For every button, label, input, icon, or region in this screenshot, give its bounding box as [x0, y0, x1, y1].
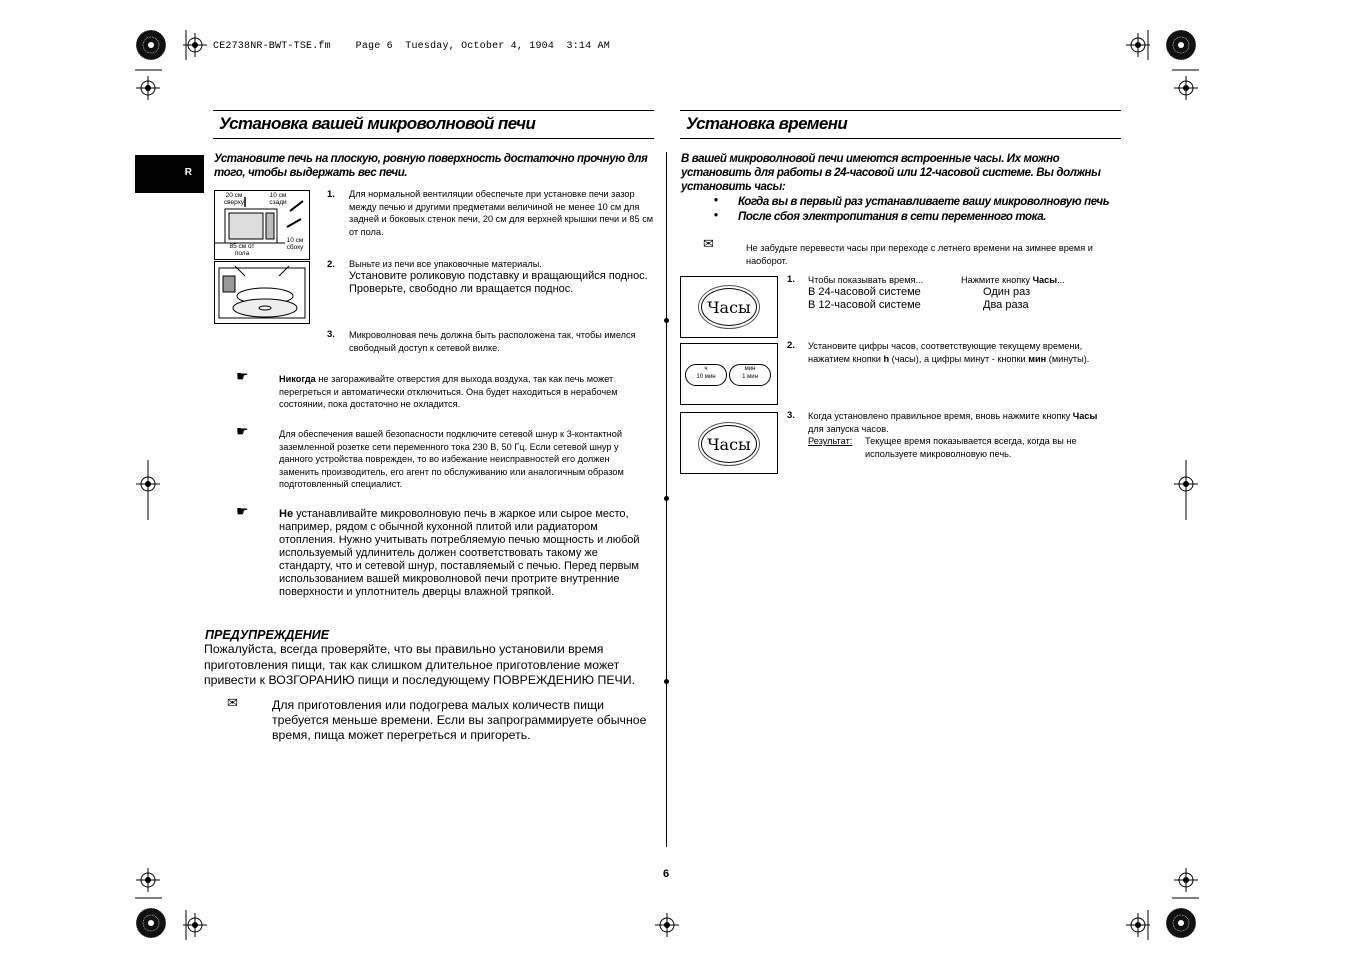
step-text-secondary: Установите роликовую подставку и вращающийся поднос. Проверьте, свободно ли вращается поднос.: [349, 270, 648, 295]
label-side: 10 см сбоку: [286, 237, 304, 251]
memo-icon: ✉: [703, 236, 714, 251]
warning-heading: ПРЕДУПРЕЖДЕНИЕ: [205, 628, 330, 642]
result-label: Результат:: [808, 436, 853, 446]
minute-button[interactable]: [729, 364, 771, 386]
note-body: не загораживайте отверстия для выхода воздуха, так как печь может перегреться и автоматически отключиться. Она будет находиться в нерабочем состоянии, пока достаточно не охладится.: [279, 374, 618, 409]
step-text: Выньте из печи все упаковочные материалы.: [349, 259, 542, 269]
bullet-dot: •: [714, 210, 719, 222]
header-filename: CE2738NR-BWT-TSE.fm: [213, 41, 331, 52]
warning-text: Пожалуйста, всегда проверяйте, что вы правильно установили время приготовления пищи, так как слишком длительное приготовление может привести к ВОЗГОРАНИЮ пищи и последующему ПОВРЕЖДЕНИЮ ПЕЧИ.: [204, 642, 635, 687]
clock-button-label: Часы: [707, 298, 751, 317]
clock-figure-3: [680, 412, 778, 474]
note-text: [279, 428, 651, 491]
page-number: 6: [663, 868, 670, 880]
hour-button-bottom: 10 мин: [696, 374, 716, 380]
step-text: Для нормальной вентиляции обеспечьте при установке печи зазор между печью и другими предметами величиной не менее 10 см для задней и боковых стенок печи, 20 см для верхней крышки печи и 85 см от пола.: [349, 189, 654, 237]
clearance-figure: [214, 190, 310, 260]
step-number: 3.: [327, 329, 335, 340]
step-number: 2.: [787, 340, 795, 351]
note-body: Для обеспечения вашей безопасности подключите сетевой шнур к 3-контактной заземленной розетке сети переменного тока 230 В, 50 Гц. Если сетевой шнур у данного устройства поврежден, то во избежание неисправностей его должен заменить производитель, его агент по обслуживанию или аналогичным образом подготовленный специалист.: [279, 429, 624, 489]
right-title-rule-top: [680, 110, 1121, 111]
label-top: 20 см сверху: [223, 192, 245, 206]
memo-icon: ✉: [227, 695, 238, 710]
left-lead: Установите печь на плоскую, ровную поверхность достаточно прочную для того, чтобы выдержать вес печи.: [214, 153, 648, 179]
right-title-rule-bottom: [680, 138, 1121, 139]
clock-button[interactable]: [701, 425, 757, 463]
bullet-dot: •: [714, 195, 719, 207]
step-number: 2.: [327, 259, 335, 270]
pointing-hand-icon: ☛: [236, 503, 249, 519]
hour-button-top: ч: [704, 366, 708, 372]
memo-text: Для приготовления или подогрева малых количеств пищи требуется меньше времени. Если вы запрограммируете обычное время, пища может перегреться и пригореть.: [272, 698, 647, 742]
result-text: Текущее время показывается всегда, когда вы не используете микроволновую печь.: [865, 436, 1077, 459]
step1-system: В 12-часовой системе: [808, 299, 921, 311]
hour-minute-figure: [680, 343, 778, 405]
note-emphasis: Не: [279, 508, 294, 520]
step3-line2: для запуска часов.: [808, 423, 889, 434]
step1-press: [961, 274, 1065, 287]
clock-figure-1: [680, 276, 778, 338]
step-number: 3.: [787, 410, 795, 421]
label-back: 10 см сзади: [269, 192, 287, 206]
step1-count: Два раза: [983, 299, 1029, 311]
step3-line1b: Часы: [1072, 411, 1098, 421]
divider-dot: [664, 318, 669, 323]
left-title-rule-top: [213, 110, 654, 111]
header: [213, 41, 610, 52]
language-tab: [135, 155, 204, 193]
step2-h: h: [883, 353, 890, 364]
note-text: [279, 373, 651, 411]
note-emphasis: Никогда: [279, 374, 316, 384]
clock-button[interactable]: [701, 288, 757, 326]
hour-button[interactable]: [685, 364, 727, 386]
divider-dot: [664, 496, 669, 501]
step1-count: Один раз: [983, 286, 1031, 298]
step1-press-text: Нажмите кнопку: [961, 275, 1033, 285]
bullet-item: Когда вы в первый раз устанавливаете вашу микроволновую печь: [738, 196, 1110, 208]
turntable-figure: [214, 261, 310, 324]
label-floor: 85 см от пола: [229, 243, 255, 257]
step3-line1a: Когда установлено правильное время, вновь нажмите кнопку: [808, 411, 1073, 421]
step3-text: [808, 410, 1118, 435]
header-time: 3:14 AM: [566, 41, 610, 52]
step2-line2c: (минуты).: [1046, 353, 1090, 364]
step2-line2a: нажатием кнопки: [808, 353, 884, 364]
note-text: [279, 508, 654, 599]
pointing-hand-icon: ☛: [236, 368, 249, 384]
left-title: Установка вашей микроволновой печи: [219, 114, 536, 133]
memo-text: Не забудьте перевести часы при переходе с летнего времени на зимнее время и наоборот.: [746, 243, 1093, 266]
language-tab-label: R: [184, 167, 192, 178]
note-body: устанавливайте микроволновую печь в жаркое или сырое место, например, рядом с обычной кухонной плитой или радиатором отопления. Нужно учитывать потребляемую печью мощность и любой используемый удлинитель должен соответствовать такому же стандарту, что и сетевой шнур, поставляемый с печью. Перед первым использованием вашей микроволновой печи протрите внутренние поверхности и уплотнитель дверцы влажной тряпкой.: [279, 508, 640, 598]
clock-button-label: Часы: [707, 435, 751, 454]
step2-line1: Установите цифры часов, соответствующие текущему времени,: [808, 341, 1083, 351]
right-title: Установка времени: [686, 114, 848, 133]
minute-button-bottom: 1 мин: [742, 374, 758, 380]
step1-system: В 24-часовой системе: [808, 286, 921, 298]
step1-press-bold: Часы: [1032, 275, 1058, 285]
left-title-rule-bottom: [213, 138, 654, 139]
header-page: Page 6: [355, 41, 393, 52]
turntable-illustration: [215, 262, 309, 323]
step1-text: Чтобы показывать время...: [808, 275, 924, 285]
step2-line2b: (часы), а цифры минут - кнопки: [889, 353, 1029, 364]
right-lead: В вашей микроволновой печи имеются встроенные часы. Их можно установить для работы в 24-часовой или 12-часовой системе. Вы должны установить часы:: [681, 153, 1101, 193]
bullet-item: После сбоя электропитания в сети переменного тока.: [738, 211, 1047, 223]
step-number: 1.: [327, 189, 335, 200]
step2-min: мин: [1028, 353, 1047, 364]
step1-press-end: ...: [1057, 275, 1065, 285]
step2-text: [808, 340, 1118, 365]
pointing-hand-icon: ☛: [236, 423, 249, 439]
step-text: Микроволновая печь должна быть расположена так, чтобы имелся свободный доступ к сетевой вилке.: [349, 330, 636, 353]
header-date: Tuesday, October 4, 1904: [405, 41, 555, 52]
step-number: 1.: [787, 274, 795, 285]
minute-button-top: мин: [744, 366, 756, 372]
divider-dot: [664, 679, 669, 684]
